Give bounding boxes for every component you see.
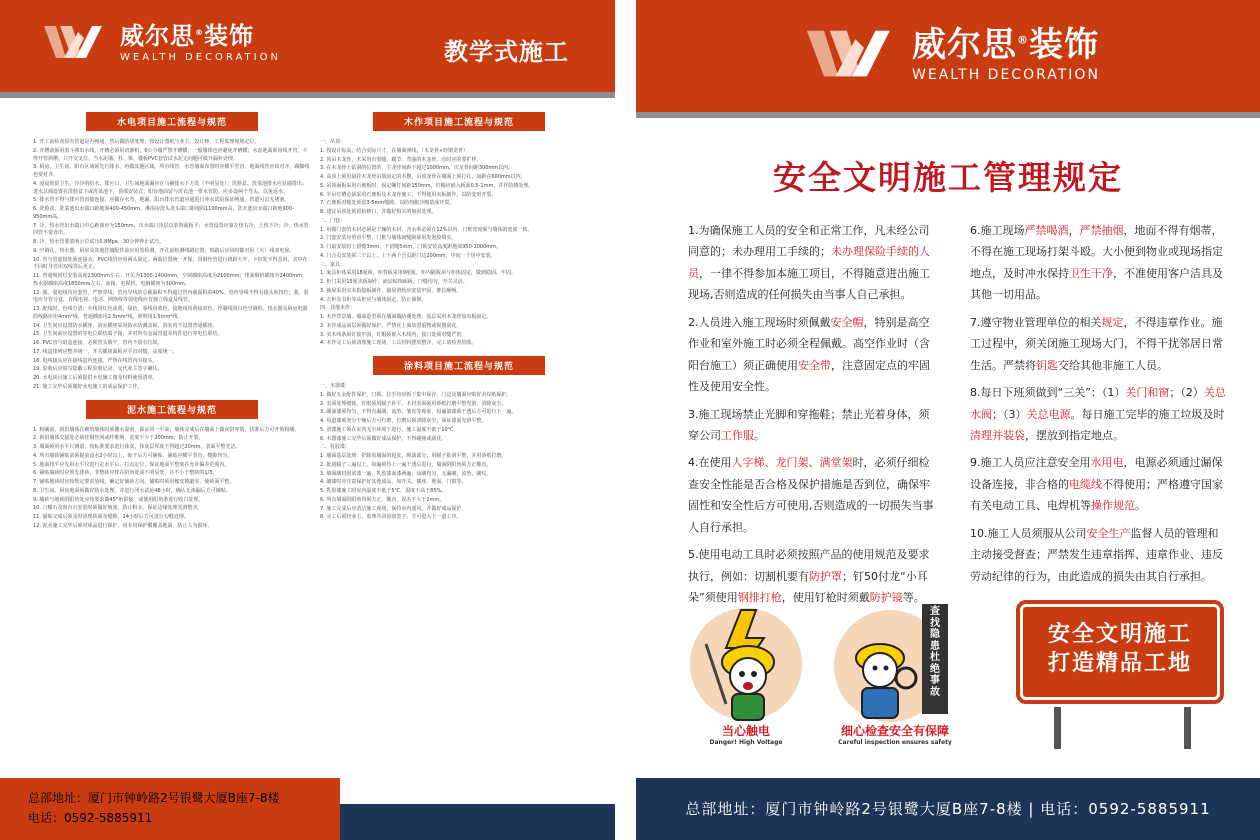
sign-post [1054, 707, 1061, 749]
section-line: 二、门套： [320, 217, 346, 224]
rule-text: ，不得违章作业。施工过程中，须关闭施工现场大门，不得干扰邻居日常生活。严禁将 [970, 315, 1223, 372]
rule-highlight: 安全帽 [830, 315, 864, 329]
rule-text: 。 [1135, 499, 1146, 513]
regulations-title: 安全文明施工管理规定 [773, 158, 1123, 197]
rule-text: ， [1068, 224, 1080, 237]
footer-contact: 总部地址：厦门市钟岭路2号银鹭大厦B座7-8楼 | 电话：0592-5885911 [685, 800, 1211, 818]
slogan-line-2: 打造精品工地 [1047, 650, 1192, 676]
rule-text: ，注意固定点的牢固性及使用安全性。 [688, 358, 930, 394]
rule-item [688, 544, 938, 608]
sign-post [1184, 707, 1191, 749]
rule-text: 。 [754, 428, 765, 442]
section-line: 16. PVC管与暗盒连接，必须管头锁牢，管内不留有垃圾。 [33, 340, 163, 346]
section-line: 2. 表面处理细致，钉眼须用腻子补平，木材表面须用砂纸打磨平整光滑，清除灰尘。 [320, 400, 507, 407]
section-line: 14. 卫生间应设置防水插座，浴室插座采用防水防溅盖板，浴室内不设置普通插座。 [33, 322, 218, 329]
rule-text: 8.每日下班须做到“三关”：（1） [970, 386, 1126, 400]
section-line: 一、木器漆： [320, 383, 351, 389]
electric-shock-cartoon [686, 604, 806, 730]
rule-item [970, 382, 1226, 446]
rule-highlight: 钥匙 [1036, 358, 1058, 372]
rule-text: 7.遵守物业管理单位的相关 [970, 315, 1102, 329]
rule-highlight: 未办理保险手续的人员 [688, 245, 930, 280]
section-line: 9. 墙砖与地砖阴阳角处应按要求做45°角拼接，或使用阳角条进行收口处理。 [33, 496, 204, 503]
section-line: 8. 建议吊顶处预留检修口，并做好相关的加固处理。 [320, 209, 437, 215]
brand-logo [42, 22, 281, 64]
right-poster [636, 0, 1260, 840]
section-line: 2. 柜门采用15厘夹板制作，面层贴饰面板，门缝均匀，开关灵活。 [320, 279, 468, 285]
section-line: 11. 铺贴完成后须及时清理砖面及缝隙，24小时后方可进行勾缝处理。 [33, 514, 189, 520]
section-line: 4. 刷漆时应注意保护好其他成品，如开关、插座、地面、门窗等。 [320, 479, 467, 486]
header-divider [636, 112, 1260, 118]
section-line: 三、家具： [320, 261, 346, 268]
section-line: 4. 所有墙砖铺贴前须提前浸水2小时以上，晾干后方可铺贴，铺贴应横平竖直，缝隙均匀。 [33, 452, 233, 459]
section-line: 1. 木作背景墙、墙面造型须在墙面做防潮处理，基层采用木龙骨加夹板固定。 [320, 314, 492, 320]
footer-address: 总部地址：厦门市钟岭路2号银鹭大厦B座7-8楼 [28, 791, 280, 805]
section-masonry [33, 400, 311, 531]
section-line: 6. 半吊灯槽必须采用石膏板及木龙骨施工，不得使用夹板制作，以防变形开裂。 [320, 191, 497, 198]
rule-text: ，不准使用客户洁具及其他一切用品。 [970, 266, 1223, 302]
rule-text: 监督人员的管理和主动接受督查；严禁发生违章指挥、违章作业、违反劳动纪律的行为，由此造成的损失由其自行承担。 [970, 526, 1223, 583]
section-line: 12. 泥水施工完毕后须对成品进行保护，用专用保护膜覆盖地面，防止人为损坏。 [33, 522, 213, 529]
brand-name: 威尔思®装饰 [120, 21, 254, 50]
rule-text: ，电源必须通过漏保设备连接，非合格的 [970, 456, 1223, 491]
section-body [320, 139, 598, 348]
section-line: 2. 批刮腻子三遍以上，每遍须待上一遍干透后进行，墙面阴阳角须方正顺直。 [320, 461, 492, 468]
rule-text: 5.使用电动工具时必须按照产品的使用规范及要求执行，例如：切割机要有 [688, 548, 930, 583]
section-line: 8. 卫生间、厨房地面须做好防水处理，并进行闭水试验48小时，确认无渗漏后方可铺贴。 [33, 487, 231, 494]
rule-text: 时，必须仔细检查安全性能是否合格及保护措施是否到位，确保牢固性和安全性后方可使用,否则造成的一切损失当事人自行承担。 [688, 456, 934, 534]
section-line: 7. 冷、热水管出水端口中心距离应为150mm，出水端口顶层以装饰面板平；水管设置应靠左热右冷，上热下冷；冷、热水管同管不要直出。 [33, 222, 309, 237]
section-line: 1. 做好五金配件保护，门锁、拉手均应拆下集中保存，门边及墙面应贴好美纹纸保护。 [320, 391, 512, 398]
section-line: 4. 高顶上须用悬挂木龙骨吊筋固定的木楔，吊顶龙骨在墙面上须打孔，间距在600mm以内。 [320, 174, 526, 180]
brand-logo [804, 24, 1100, 86]
section-line: 1. 粉刷前，新旧墙体在砌筑墙体时须撒水湿润，保证同一平面；墙体完成后在墙面上做灰饼冲筋，找准后方可开始粉刷。 [33, 426, 300, 433]
rule-highlight: 工作服 [721, 428, 754, 442]
rule-highlight: 防护镜 [869, 591, 903, 604]
rule-text: ；（2） [1169, 386, 1204, 400]
section-line: 6. 所有墙面阴阳角均须方正，顺直，误差不大于2mm。 [320, 496, 445, 503]
rule-text: ，使用钉枪时须戴 [781, 591, 870, 604]
rule-highlight: 安全生产 [1086, 526, 1131, 540]
section-line: 15. 卫生间前应设置的等电位联结端子箱，并对所有金属管道及构件进行等电位联结。 [33, 331, 223, 338]
section-line: 4. 每道漆须充分干燥后方可打磨，打磨后须清除灰尘，保证漆面光滑平整。 [320, 418, 487, 424]
section-line: 3. 厨房、卫生间、阳台区域须先行排水，再做其他区域。所有线管、水管墙面布置时应横平竖直，地面线管应该对齐，踢脚线也要对齐。 [33, 164, 310, 178]
section-line: 3. 刷油漆须均匀，不得有漏刷、流坠、皱皮等现象，每遍油漆须干透后方可进行下一遍。 [320, 409, 517, 416]
caption-electric: 当心触电 Danger! High Voltage [709, 724, 783, 746]
left-column [33, 112, 311, 532]
footer-phone: 电话：0592-5885911 [28, 811, 153, 826]
rule-item [688, 452, 938, 538]
rule-item [688, 312, 938, 398]
section-body [33, 427, 311, 531]
rule-item [688, 220, 938, 306]
section-title: 木作项目施工流程与规范 [373, 112, 545, 131]
brand-english: WEALTH DECORATION [120, 51, 281, 63]
section-line: 2. 新旧墙体交接处必须挂钢丝网或纤维网，宽度不少于200mm，防止开裂。 [33, 435, 204, 442]
section-plumbing [33, 112, 311, 392]
rule-item [970, 452, 1226, 516]
section-line: 6. 洗脸盆、洗菜池出水端口距地面400-450mm，淋浴房洗头龙头端口距地面1100mm高，洗衣池出水端口距地900-950mm高。 [33, 206, 294, 220]
section-line: 10. 门槛石及窗台石安装时须做好坡度，防止积水，保证边缘处理光滑整齐。 [33, 505, 203, 512]
section-line: 4. 凌晨预留卫生、冷冷的给水、排污口，卫生间地面漏应在马桶排水下方处（不明显处）；洗脸盆、洗菜池排水应显墙排出；进水总阀设置在洗脸盆下或洗菜池下，顶部安装式；阳台地面留与洗衣池一排水管防，应多设两个弯头，以免返水。 [33, 180, 307, 195]
rule-highlight: 关总水阀 [970, 386, 1226, 421]
section-line: 7. 施工完成后应清洁施工现场，保持室内通风，并做好成品保护。 [320, 505, 467, 512]
brand-english: WEALTH DECORATION [912, 67, 1100, 83]
rules-column-1 [688, 220, 938, 614]
section-painting [320, 356, 598, 522]
section-line: 5. 地面找平应先用水平仪进行定水平后，打点定位，保证地面平整度在允许偏差范围内。 [33, 461, 230, 468]
section-line: 17. 线盒排列应整齐统一，开关插座面板应平直对缝，高度统一。 [33, 348, 178, 355]
rule-highlight: 严禁抽烟 [1079, 224, 1124, 237]
section-line: 9. 空调孔、热水器、厨房及其他挂墙配件前应用黑检测，开孔前检测线路位置，短路后应同时都对用（火）线双电保。 [33, 247, 295, 254]
section-line: 6. 木器漆施工完毕后须做好成品保护，不得碰撞或刮花。 [320, 435, 447, 442]
section-line: 1. 按设计标高，结合实际尺寸，在墙面弹线。（木龙骨+轻钢龙骨） [320, 147, 469, 154]
section-line: 一、吊顶： [320, 139, 346, 145]
section-line: 20. 水电项目施工后须提供水电施工图及材料使用清单。 [33, 375, 158, 381]
footer-accent [340, 804, 615, 840]
rule-text: ，摆放到指定地点。 [1025, 428, 1124, 442]
slogan-sign [1020, 604, 1220, 700]
section-line: 3. 墙面刷封固底漆一遍，乳胶漆面漆两遍，涂刷均匀，无漏刷、流坠、刷纹。 [320, 470, 492, 477]
logo-mark-icon [42, 22, 112, 64]
section-line: 1. 开工前检查原有管道是否畅通，然后做防堵处理；按设计图纸与业主、设计师、工程监理现场定位。 [33, 139, 260, 145]
section-line: 3. 墙面须用水平尺测量，按标准要求进行抹灰，抹灰层厚度不得超过20mm，表面平整光洁。 [33, 444, 241, 450]
rule-item [688, 404, 938, 447]
section-line: 2. 门套安装应垂直平整，门框与墙体间缝隙须用发泡胶填实。 [320, 235, 457, 242]
section-line: 13. 配线时，色线分清：火线用红色或黄，绿色，零线用蓝色，接地线用黄绿双色。控制线用白色空调机、热水器及厨房电器的线路应用4mm²线，普通插座用2.5mm²线，照明用1.5mm²线。 [33, 306, 308, 320]
section-line: 5. 乳胶漆施工时室内温度不低于5℃，湿度不高于85%。 [320, 488, 447, 494]
rule-text: ；钉50付龙“小耳朵”须使用 [688, 569, 928, 604]
brand-name: 威尔思®装饰 [912, 25, 1099, 65]
rule-highlight: 严禁喝酒 [1024, 224, 1069, 237]
section-line: 7. 铺贴地砖时应按规定要求放线，确定好铺砖方向，铺贴时须用橡皮锤敲实，使砖面平整。 [33, 479, 235, 485]
section-title: 涂料项目施工流程与规范 [373, 356, 545, 375]
section-line: 12. 强、弱电线均应套管，严禁穿线；管内导线的总截面积不得超过管内截面积的40%。管内导线不得有接头和扭拧；强、弱电应分管分盒，有线电视、电话、网络线等弱电线应有独立线盒及线管。 [33, 289, 309, 304]
inspection-sign-text: 查找隐患杜绝事故 [930, 606, 940, 698]
section-line: 5. 吊顶面板采用石膏板时，固定螺钉间距150mm，钉帽应嵌入板面0.5-1mm，并作防锈处理。 [320, 182, 534, 189]
slogan-line-1: 安全文明施工 [1047, 622, 1192, 647]
rule-highlight: 电缆线 [1069, 477, 1102, 491]
section-line: 4. 门合页安装须三个以上，上下两个合页距门边200mm，中间一个居中安装。 [320, 252, 496, 259]
header-bar [636, 0, 1260, 112]
section-line: 21. 施工完毕后须做好水电施工的成品保护工作。 [33, 383, 143, 390]
rule-text: 2.人员进入施工现场时须佩戴 [688, 315, 831, 329]
section-line: 6. 铺贴墙砖时应预先排砖，非整砖应排在阴角处或不明显处，且不小于整砖的1/3。 [33, 470, 218, 477]
rule-highlight: 防护罩 [809, 569, 842, 583]
footer [636, 778, 1260, 840]
section-line: 5. 清漆施工须在室内无尘环境下进行，施工温度不低于10℃。 [320, 426, 459, 433]
section-line: 2. 开槽前须用墨斗弹出水线，开槽必须用切割机，6公分墙严禁开槽横，一般墙体也应避免开槽横；水泥地面须用线开管，不得开管斜槽，只开交叉位；当水泥墙、柱、梁、楼板PVC套管试水泥无问题可做开漏补处理。 [33, 147, 308, 162]
section-line: 1. 家具柜体采用18厘板，柜背板采用9厘板，柜内隔板须与柜体固定，做到稳固、牢固。 [320, 270, 516, 277]
section-line: 4. 衣柜及书柜等高柜应与墙体固定，防止倾倒。 [320, 296, 427, 303]
rule-item [970, 312, 1226, 376]
rule-text: ，一律不得参加本施工项目，不得随意进出施工现场,否则造成的任何损失由当事人自己承担。 [688, 266, 930, 302]
rule-text: 等。 [902, 591, 925, 604]
caption-inspection: 细心检查安全有保障 Careful inspection ensures safety [838, 724, 952, 746]
rule-text: 4.在使用 [688, 456, 732, 470]
rule-text: 9.施工人员应注意安全用 [970, 456, 1091, 470]
rule-text: 交给其他非施工人员。 [1058, 358, 1168, 372]
section-body [320, 383, 598, 522]
rule-text: 。每日施工完毕的施工垃圾及时 [1070, 407, 1225, 421]
rule-text: 不得使用；严格遵守国家有关电动工具、电焊机等 [970, 477, 1223, 513]
section-body [33, 139, 311, 392]
page-gap [615, 0, 636, 840]
rule-item [970, 523, 1226, 587]
logo-mark-icon [804, 24, 904, 86]
rules-column-2 [970, 220, 1226, 593]
left-poster [0, 0, 615, 840]
section-line: 7. 石膏板对缝处须留3-5mm缝隙，以防热胀冷缩造成开裂。 [320, 200, 455, 207]
section-line: 3. 门扇安装时上留缝3mm，下留缝5mm，门锁安装高度距地面950-1000mm。 [320, 244, 502, 250]
section-title: 泥水施工流程与规范 [86, 400, 258, 419]
section-line: 10. 管与管道接处须连接水，PVC线管应用两头固定，两端位置统一开保，用钢丝管进行绕距大牢，卡扣处不得歪斜，其中在不同时导管用双线等后更正。 [33, 256, 308, 271]
rule-highlight: 人字梯、龙门架、满堂架 [731, 456, 853, 470]
section-line: 8. 冷、热水管要装明示位试压0.8Mpa，30分钟钟止试压。 [33, 239, 165, 245]
footer-contact [0, 778, 340, 840]
section-line: 3. 在木龙骨上钻洞的位置的，主龙骨间距不超过1000mm，次龙骨间距300mm以内。 [320, 165, 514, 172]
rule-highlight: 清理并装袋 [970, 428, 1025, 442]
rule-highlight: 钢排打枪 [737, 591, 782, 604]
rule-highlight: 水用电 [1090, 456, 1124, 470]
section-line: 2. 顶吊木龙骨，木采用有裂缝、腐节、弯曲的木龙骨，有时应的要扩样。 [320, 156, 482, 163]
footer [0, 778, 615, 840]
rule-highlight: 关门和窗 [1125, 386, 1170, 400]
section-line: 1. 墙面基层处理：铲除原墙面的起皮、脱落部分，用腻子批刮平整，并用砂纸打磨。 [320, 453, 507, 459]
right-column [320, 112, 598, 523]
section-line: 19. 验收后应填写隐蔽工程验收记录，交代业主签字确认。 [33, 366, 163, 373]
rule-text: 10.施工人员须服从公司 [970, 526, 1087, 540]
section-line: 3. 抽屉采用实木指接板制作，抽屉滑轨应安装牢固，推拉顺畅。 [320, 287, 462, 294]
section-carpentry [320, 112, 598, 348]
section-title: 水电项目施工流程与规范 [86, 112, 258, 131]
rule-text: 1.为确保施工人员的安全和正常工作，凡未经公司同意的；未办理用工手续的； [688, 224, 930, 259]
section-line: 1. 用做门套的木材必须是干燥的木材，含水率必须在12%以内，门框宽度须与墙体的宽度一致。 [320, 226, 533, 233]
section-line: 二、乳胶漆： [320, 444, 351, 451]
rule-item [970, 220, 1226, 306]
section-line: 3. 实木线条须钉接牢固，钉帽须嵌入木线内，接口处须对缝严密。 [320, 331, 467, 338]
section-line: 4. 木作完工后须清理施工现场，工具材料摆放整齐，完工请检查验收。 [320, 340, 477, 347]
rule-highlight: 操作规范 [1091, 499, 1135, 513]
section-line: 11. 普通吸顶灯安装高度2300mm左右；开关为1300-1400mm，空调插座高度为2100mm；排油烟机插座为2400mm，热水器插座高度1850mm左右，冰箱、电视机、电脑插座为300mm。 [33, 273, 307, 287]
rule-highlight: 卫生干净 [1069, 266, 1113, 280]
section-line: 8. 完工后须经业主、监理共同验收签字，方可进入下一道工序。 [320, 514, 462, 521]
rule-text: 3.施工现场禁止光脚和穿拖鞋；禁止光着身体，须穿公司 [688, 407, 930, 442]
rule-highlight: 安全带 [798, 358, 831, 372]
section-line: 18. 电线接头应在接线盒内连接。严禁在线管内有接头。 [33, 357, 158, 364]
section-line: 2. 木作成品面层须做好保护，严禁在上面放置重物或锐器刮花。 [320, 322, 462, 329]
header-divider [0, 92, 615, 98]
rule-highlight: 关总电源 [1026, 407, 1071, 421]
section-line: 5. 排水管不得与排污管直接连接，应做存水弯，地漏、阳台排水管道应通进行冲水试验保证畅通，管道可以无堵塞。 [33, 197, 290, 204]
header-bar [0, 0, 615, 92]
rule-text: ；（3） [992, 407, 1027, 421]
rule-text: ，特别是高空作业和室外施工时必须全程佩戴。高空作业时（含阳台施工）须正确使用 [688, 315, 930, 372]
poster-title: 教学式施工 [444, 38, 569, 66]
section-line: 四、其他木作： [320, 305, 356, 312]
rule-highlight: 规定 [1101, 315, 1124, 329]
rule-text: 6.施工现场 [970, 224, 1025, 237]
rule-text: ，地面不得有烟蒂，不得在施工现场打架斗殴。大小便到物业或现场指定地点，及时冲水保持 [970, 224, 1223, 280]
